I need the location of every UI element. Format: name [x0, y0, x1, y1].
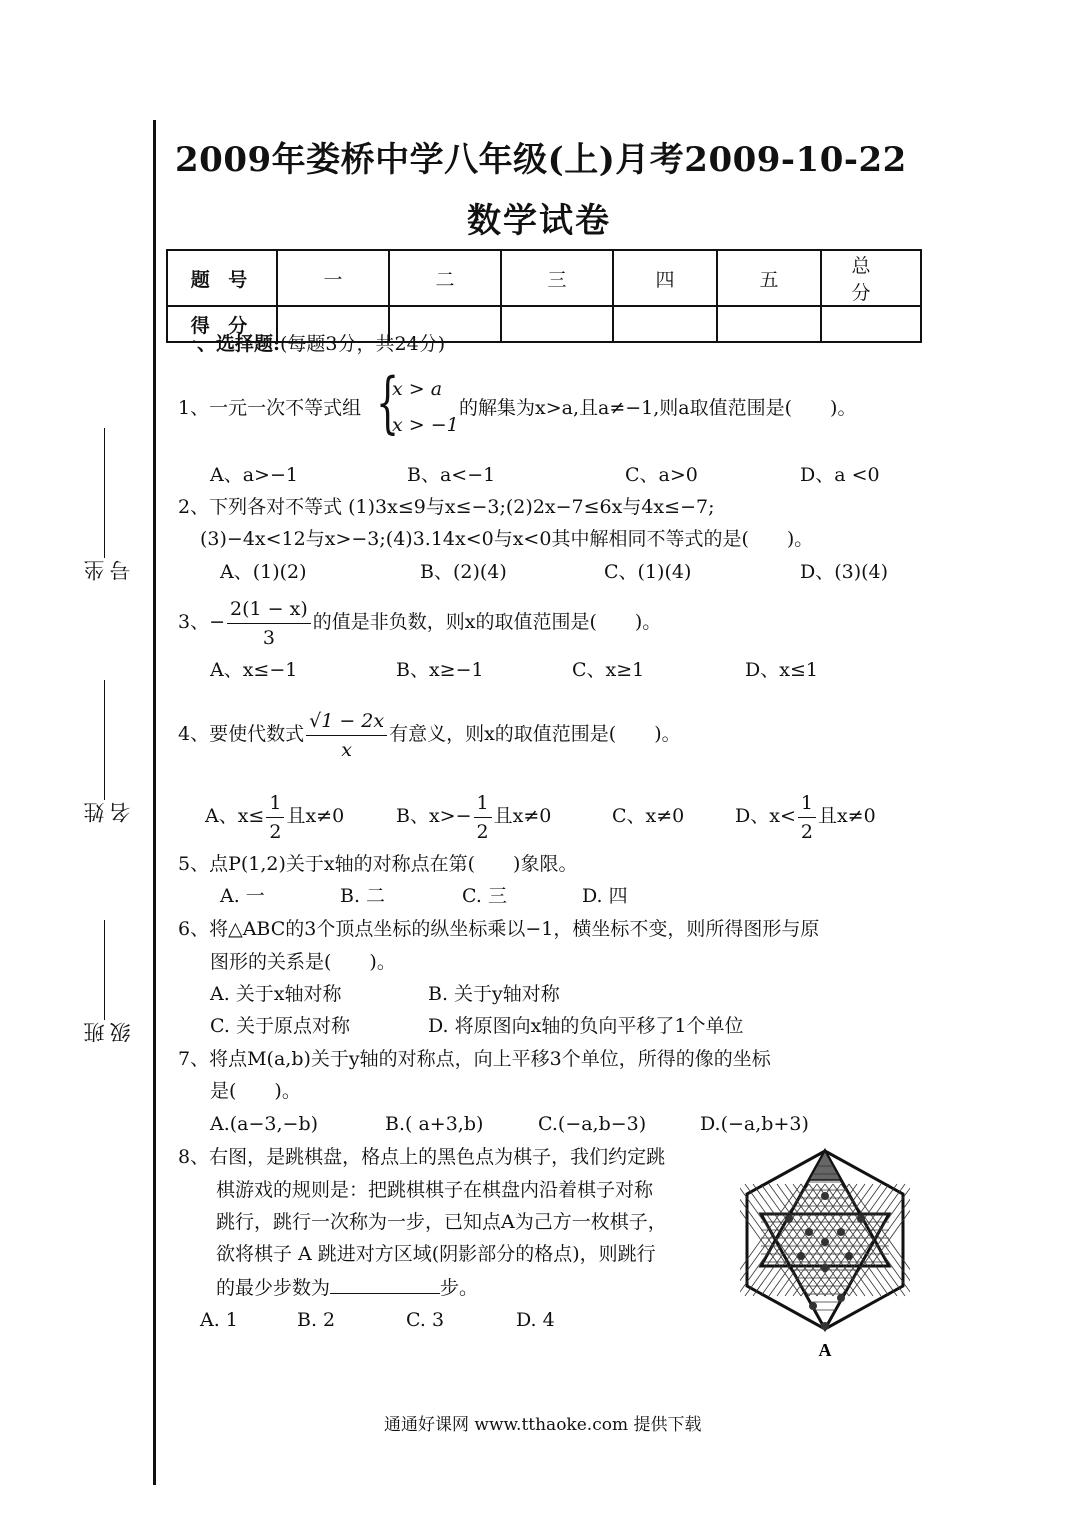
q3-stem: [178, 594, 661, 652]
exam-subtitle: 数学试卷: [467, 201, 611, 241]
q1-option-a[interactable]: A、a>−1: [210, 464, 298, 486]
q4-option-d[interactable]: [735, 788, 876, 846]
q6-line2: 图形的关系是( )。: [210, 951, 396, 973]
q4-option-b-half-den: 2: [476, 820, 489, 843]
target-zone: [809, 1151, 841, 1180]
q4-numerator: √1 − 2x: [306, 707, 387, 736]
q7-line2: 是( )。: [210, 1080, 301, 1102]
q8-option-a[interactable]: A. 1: [200, 1309, 238, 1331]
q4-option-b[interactable]: [396, 788, 551, 846]
q4-option-a[interactable]: [205, 788, 344, 846]
q3-option-b[interactable]: B、x≥−1: [396, 659, 484, 681]
q2-option-a[interactable]: A、(1)(2): [220, 561, 307, 583]
name-underline: [104, 680, 105, 800]
q2-line1: 2、下列各对不等式 (1)3x≤9与x≤−3;(2)2x−7≤6x与4x≤−7;: [178, 496, 715, 518]
q8-line5-post: 步。: [440, 1277, 479, 1299]
q1-option-d[interactable]: D、a <0: [800, 464, 880, 486]
q4-option-a-pre: A、x≤: [205, 805, 265, 827]
q4-stem: [178, 706, 681, 764]
class-label: 班级: [83, 1022, 133, 1043]
q3-option-c[interactable]: C、x≥1: [572, 659, 645, 681]
checker-piece: [785, 1215, 793, 1223]
name-label: 姓名: [83, 802, 133, 823]
score-cell-3[interactable]: [501, 306, 613, 342]
q8-line5-pre: 的最少步数为: [216, 1277, 331, 1299]
q8-line5: [216, 1275, 478, 1300]
seat-underline: [104, 428, 105, 558]
section1-heading: [178, 332, 445, 356]
q7-line1: 7、将点M(a,b)关于y轴的对称点，向上平移3个单位，所得的像的坐标: [178, 1048, 771, 1070]
class-underline: [104, 920, 105, 1020]
q3-post: 的值是非负数，则x的取值范围是( )。: [312, 611, 662, 633]
q4-option-d-half-num: 1: [798, 789, 816, 818]
q4-option-d-half: [798, 789, 816, 846]
q3-pre: 3、−: [178, 611, 226, 633]
q5-option-c[interactable]: C. 三: [462, 885, 507, 907]
q4-option-d-suffix: 且x≠0: [817, 805, 876, 827]
section1-note: (每题3分，共24分): [280, 333, 446, 355]
score-header-total: 总 分: [821, 250, 921, 306]
checker-piece: [845, 1252, 853, 1260]
q4-pre: 4、要使代数式: [178, 723, 305, 745]
q4-option-b-pre: B、x>−: [396, 805, 472, 827]
q2-option-d[interactable]: D、(3)(4): [800, 561, 889, 583]
checker-piece: [805, 1228, 813, 1236]
q1-inequality-1: x > a: [392, 378, 443, 400]
q8-line4: 欲将棋子 A 跳进对方区域(阴影部分的格点)，则跳行: [216, 1243, 656, 1265]
checker-piece: [821, 1192, 829, 1200]
q6-option-a[interactable]: A. 关于x轴对称: [210, 983, 342, 1005]
score-header-question: 题 号: [167, 250, 277, 306]
checker-piece: [837, 1294, 845, 1302]
q4-option-a-half-den: 2: [269, 820, 282, 843]
score-table-header-row: [167, 250, 921, 306]
q6-line1: 6、将△ABC的3个顶点坐标的纵坐标乘以−1，横坐标不变，则所得图形与原: [178, 918, 820, 940]
binding-line: [153, 120, 156, 1485]
q8-answer-blank[interactable]: [330, 1275, 440, 1294]
q7-option-b[interactable]: B.( a+3,b): [385, 1113, 484, 1135]
q3-denominator: 3: [262, 626, 275, 649]
score-cell-total[interactable]: [821, 306, 921, 342]
q1-option-c[interactable]: C、a>0: [625, 464, 698, 486]
q3-numerator: 2(1 − x): [227, 595, 311, 624]
q8-line2: 棋游戏的规则是：把跳棋棋子在棋盘内沿着棋子对称: [216, 1179, 654, 1201]
footer-text: 通通好课网 www.tthaoke.com 提供下载: [384, 1415, 702, 1435]
score-header-3: 三: [501, 250, 613, 306]
section1-title: 一、选择题:: [178, 333, 281, 355]
q4-denominator: x: [341, 738, 352, 761]
q1-pre: 1、一元一次不等式组: [178, 397, 362, 419]
q1-inequality-2: x > −1: [392, 414, 459, 436]
q4-option-d-half-den: 2: [800, 820, 813, 843]
q7-option-d[interactable]: D.(−a,b+3): [700, 1113, 809, 1135]
q2-option-b[interactable]: B、(2)(4): [420, 561, 507, 583]
seat-label: 坐号: [83, 560, 133, 581]
q4-option-b-half-num: 1: [474, 789, 492, 818]
q5-option-d[interactable]: D. 四: [582, 885, 628, 907]
piece-a-label: A: [818, 1340, 832, 1360]
score-header-5: 五: [717, 250, 821, 306]
score-cell-5[interactable]: [717, 306, 821, 342]
q7-option-c[interactable]: C.(−a,b−3): [538, 1113, 647, 1135]
q5-option-b[interactable]: B. 二: [340, 885, 386, 907]
q4-option-a-suffix: 且x≠0: [286, 805, 345, 827]
checker-piece: [821, 1322, 829, 1330]
score-header-4: 四: [613, 250, 717, 306]
score-header-2: 二: [389, 250, 501, 306]
q4-option-b-suffix: 且x≠0: [493, 805, 552, 827]
checker-piece: [821, 1264, 829, 1272]
checker-piece: [821, 1238, 829, 1246]
checker-piece: [857, 1215, 865, 1223]
q6-option-d[interactable]: D. 将原图向x轴的负向平移了1个单位: [428, 1015, 744, 1037]
q4-option-c[interactable]: C、x≠0: [612, 805, 685, 827]
score-header-1: 一: [277, 250, 389, 306]
exam-title: 2009年娄桥中学八年级(上)月考2009-10-22: [175, 140, 907, 180]
q4-option-b-half: [474, 789, 492, 846]
score-table: [166, 249, 922, 343]
q2-option-c[interactable]: C、(1)(4): [604, 561, 692, 583]
q8-line1: 8、右图，是跳棋盘，格点上的黑色点为棋子，我们约定跳: [178, 1146, 666, 1168]
q1-option-b[interactable]: B、a<−1: [407, 464, 496, 486]
q5-stem: 5、点P(1,2)关于x轴的对称点在第( )象限。: [178, 853, 578, 875]
score-cell-4[interactable]: [613, 306, 717, 342]
q8-option-b[interactable]: B. 2: [297, 1309, 336, 1331]
q8-line3: 跳行，跳行一次称为一步，已知点A为己方一枚棋子，: [216, 1211, 667, 1233]
q8-option-c[interactable]: C. 3: [406, 1309, 445, 1331]
q4-option-a-half-num: 1: [266, 789, 284, 818]
q3-fraction: [227, 595, 311, 652]
q2-line2: (3)−4x<12与x>−3;(4)3.14x<0与x<0其中解相同不等式的是( )。: [200, 528, 814, 550]
q4-option-a-half: [266, 789, 284, 846]
q5-option-a[interactable]: A. 一: [220, 885, 265, 907]
q1-inequality-system: [376, 364, 459, 442]
checkers-board-figure: [740, 1146, 910, 1361]
q1-brace: {: [376, 364, 400, 441]
checker-piece: [809, 1302, 817, 1310]
checker-piece: [797, 1252, 805, 1260]
q6-option-b[interactable]: B. 关于y轴对称: [428, 983, 560, 1005]
q4-fraction: [306, 707, 387, 764]
q3-option-d[interactable]: D、x≤1: [745, 659, 818, 681]
q1-post: 的解集为x>a,且a≠−1,则a取值范围是( )。: [459, 397, 857, 419]
q8-option-d[interactable]: D. 4: [516, 1309, 555, 1331]
q3-option-a[interactable]: A、x≤−1: [210, 659, 298, 681]
score-row-label: 得 分: [167, 306, 277, 342]
checkers-board-svg: [740, 1146, 910, 1361]
q4-option-d-pre: D、x<: [735, 805, 796, 827]
q6-option-c[interactable]: C. 关于原点对称: [210, 1015, 350, 1037]
q4-post: 有意义，则x的取值范围是( )。: [389, 723, 681, 745]
checker-piece: [837, 1228, 845, 1236]
q7-option-a[interactable]: A.(a−3,−b): [210, 1113, 319, 1135]
